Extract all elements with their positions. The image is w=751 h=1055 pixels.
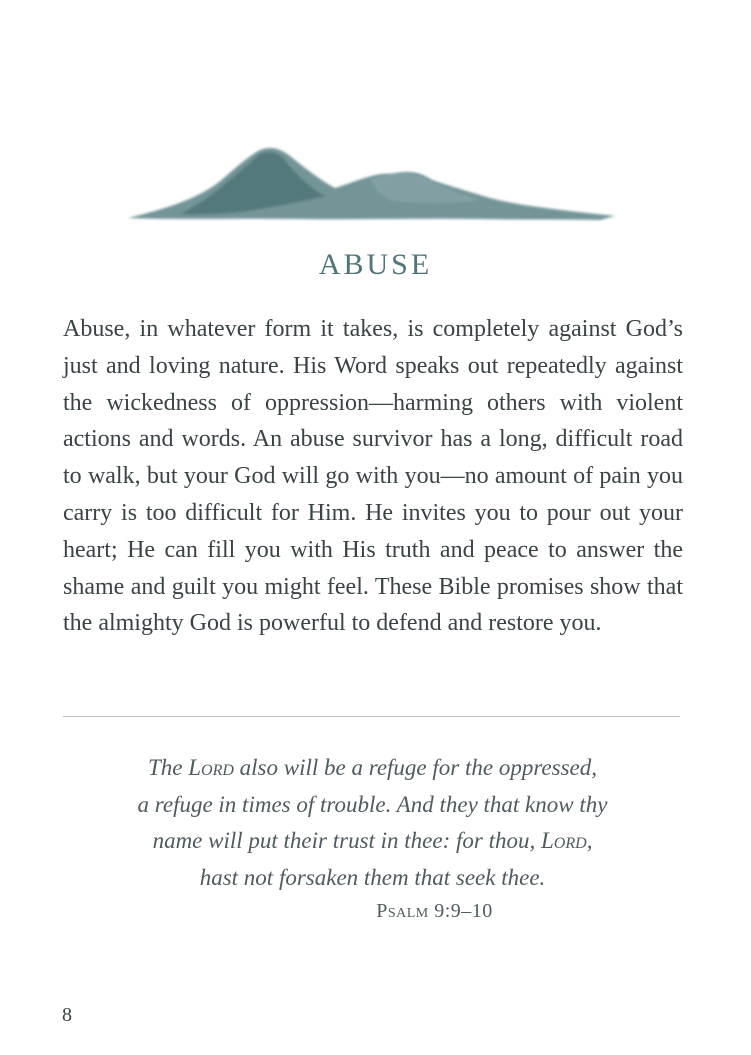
verse-line-4: hast not forsaken them that seek thee.	[199, 864, 546, 890]
verse-text: The	[147, 755, 189, 780]
body-paragraph: Abuse, in whatever form it takes, is completely against God’s just and loving nature. His Word speaks out repeatedly against the wickedness of oppression—harming others with violent actions and words. An abuse survivor has a long, difficult road to walk, but your God will go with you—no amount of pain you carry is too difficult for Him. He invites you to pour out your heart; He can fill you with His truth and peace to answer the shame and guilt you might feel. These Bible promises show that the almighty God is powerful to defend and restore you.	[63, 316, 683, 637]
verse-lord: Lord	[188, 755, 234, 780]
verse-text: also will be a refuge for the oppressed,	[233, 755, 597, 780]
verse-reference: Psalm 9:9–10	[376, 900, 493, 922]
verse-text: name will put their trust in thee: for thou,	[152, 828, 541, 853]
verse-line-3	[70, 823, 675, 860]
mountain-icon	[120, 140, 620, 225]
section-divider	[63, 716, 680, 717]
page-number: 8	[62, 1004, 72, 1026]
verse-line-1	[70, 750, 675, 787]
verse-text: ,	[586, 828, 593, 853]
page-title: ABUSE	[318, 248, 433, 281]
verse-line-2: a refuge in times of trouble. And they that know thy	[137, 791, 608, 817]
scripture-verse	[70, 750, 675, 896]
verse-lord: Lord	[541, 828, 587, 853]
